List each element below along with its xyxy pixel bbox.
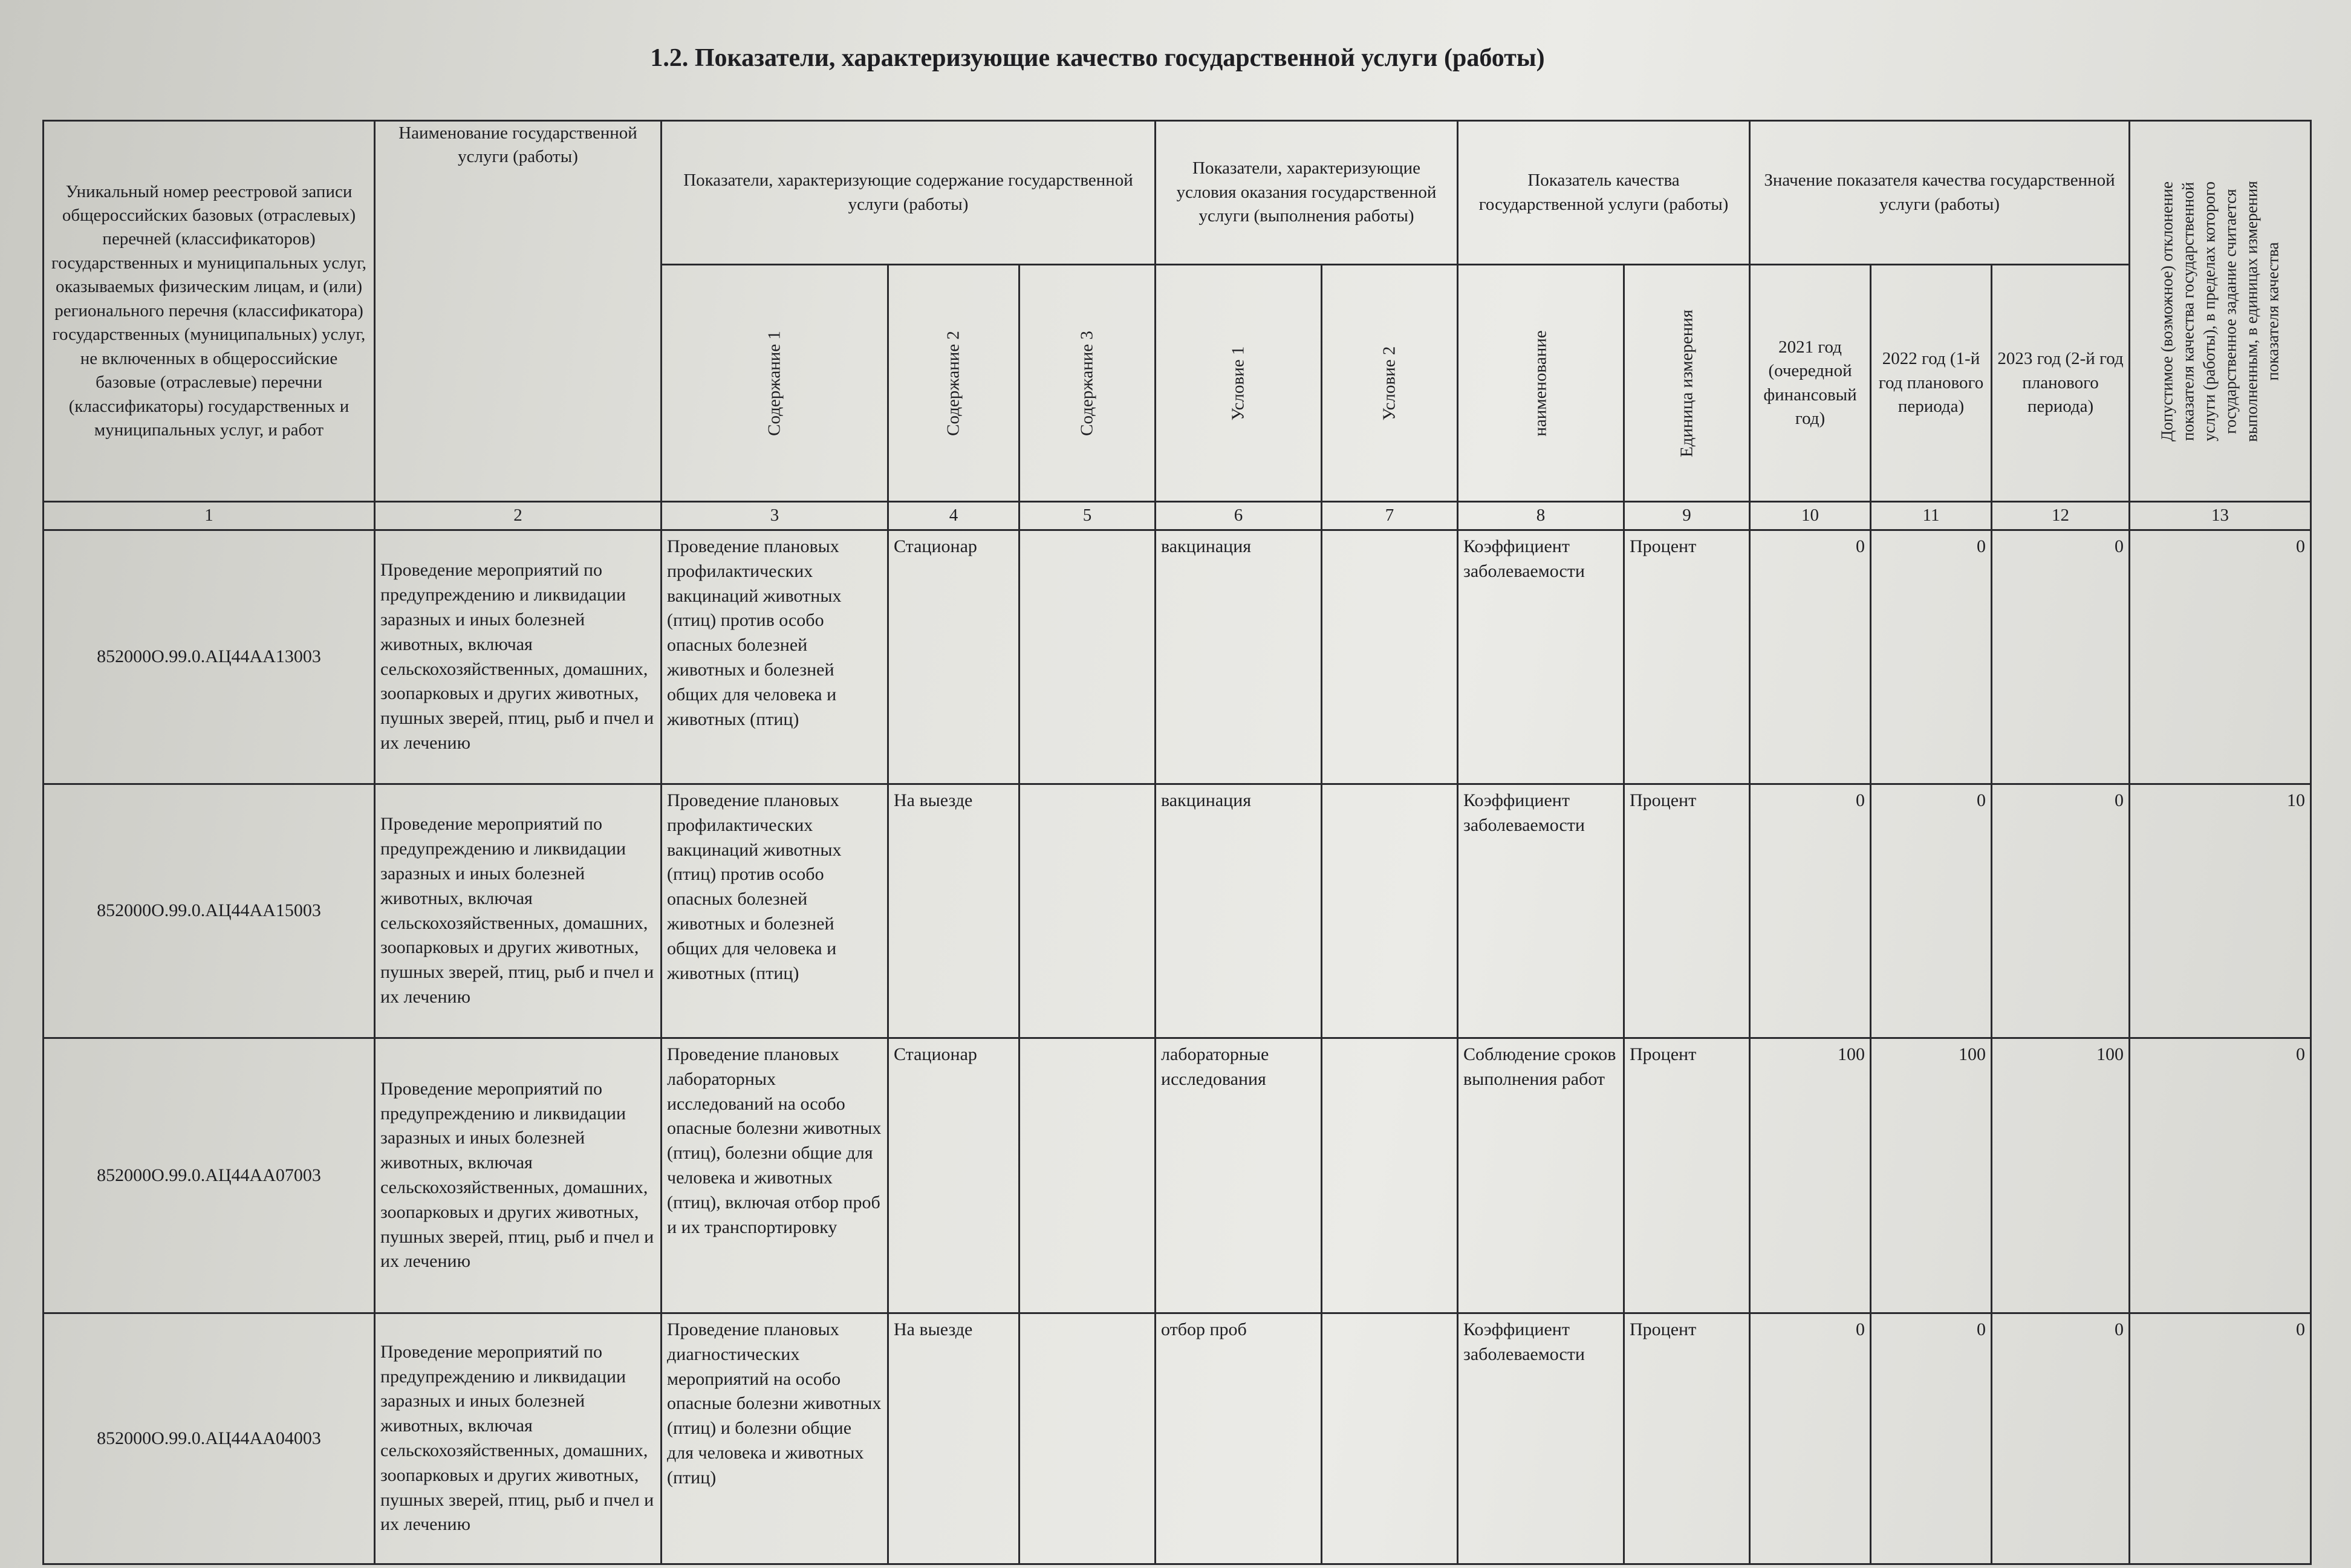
column-number: 12 xyxy=(1992,502,2130,530)
content-2: Стационар xyxy=(888,1038,1019,1313)
header-quality-unit-text: Единица измерения xyxy=(1676,309,1696,457)
column-number: 5 xyxy=(1019,502,1156,530)
header-conditions-group: Показатели, характеризующие условия оказания государственной услуги (выполнения работы) xyxy=(1156,121,1458,265)
deviation-value: 0 xyxy=(2130,1313,2311,1564)
service-name: Проведение мероприятий по предупреждению и ликвидации заразных и иных болезней животных, включая сельскохозяйственных, домашних, зоопарковых и других животных, пушных зверей, птиц, рыб и пчел и их лечению xyxy=(375,1313,662,1564)
service-name: Проведение мероприятий по предупреждению и ликвидации заразных и иных болезней животных, включая сельскохозяйственных, домашних, зоопарковых и других животных, пушных зверей, птиц, рыб и пчел и их лечению xyxy=(375,1038,662,1313)
condition-1: вакцинация xyxy=(1156,530,1322,784)
registry-code: 852000О.99.0.АЦ44АА07003 xyxy=(44,1038,375,1313)
condition-1: лабораторные исследования xyxy=(1156,1038,1322,1313)
column-number: 4 xyxy=(888,502,1019,530)
service-name: Проведение мероприятий по предупреждению и ликвидации заразных и иных болезней животных, включая сельскохозяйственных, домашних, зоопарковых и других животных, пушных зверей, птиц, рыб и пчел и их лечению xyxy=(375,784,662,1038)
value-2023: 0 xyxy=(1992,784,2130,1038)
registry-code: 852000О.99.0.АЦ44АА15003 xyxy=(44,784,375,1038)
header-value-group: Значение показателя качества государственной услуги (работы) xyxy=(1750,121,2130,265)
header-condition-1-text: Условие 1 xyxy=(1228,346,1248,420)
quality-name: Коэффициент заболеваемости xyxy=(1458,1313,1624,1564)
column-number: 1 xyxy=(44,502,375,530)
header-content-1 xyxy=(662,265,888,502)
header-year-2022: 2022 год (1-й год планового периода) xyxy=(1871,265,1992,502)
condition-2 xyxy=(1322,1313,1458,1564)
value-2022: 100 xyxy=(1871,1038,1992,1313)
header-condition-1 xyxy=(1156,265,1322,502)
column-number: 2 xyxy=(375,502,662,530)
content-3 xyxy=(1019,1038,1156,1313)
header-content-3 xyxy=(1019,265,1156,502)
quality-name: Коэффициент заболеваемости xyxy=(1458,784,1624,1038)
page-title: 1.2. Показатели, характеризующие качество государственной услуги (работы) xyxy=(650,44,1545,72)
content-2: На выезде xyxy=(888,1313,1019,1564)
condition-1: отбор проб xyxy=(1156,1313,1322,1564)
header-condition-2-text: Условие 2 xyxy=(1379,346,1399,420)
value-2021: 0 xyxy=(1750,1313,1871,1564)
quality-unit: Процент xyxy=(1624,530,1750,784)
header-deviation-text: Допустимое (возможное) отклонение показателя качества государственной услуги (работы), в пределах которого государственное задание считается выполненным, в единицах измерения показателя качества xyxy=(2158,180,2282,442)
header-content-2 xyxy=(888,265,1019,502)
deviation-value: 10 xyxy=(2130,784,2311,1038)
header-content-group: Показатели, характеризующие содержание государственной услуги (работы) xyxy=(662,121,1156,265)
condition-1: вакцинация xyxy=(1156,784,1322,1038)
column-number: 7 xyxy=(1322,502,1458,530)
quality-name: Коэффициент заболеваемости xyxy=(1458,530,1624,784)
quality-indicators-table xyxy=(42,120,2312,1565)
value-2021: 0 xyxy=(1750,530,1871,784)
header-content-1-text: Содержание 1 xyxy=(764,330,784,436)
column-number: 6 xyxy=(1156,502,1322,530)
quality-unit: Процент xyxy=(1624,1313,1750,1564)
column-number: 10 xyxy=(1750,502,1871,530)
content-2: Стационар xyxy=(888,530,1019,784)
value-2023: 0 xyxy=(1992,1313,2130,1564)
value-2023: 0 xyxy=(1992,530,2130,784)
quality-name: Соблюдение сроков выполнения работ xyxy=(1458,1038,1624,1313)
column-number: 8 xyxy=(1458,502,1624,530)
service-name: Проведение мероприятий по предупреждению и ликвидации заразных и иных болезней животных, включая сельскохозяйственных, домашних, зоопарковых и других животных, пушных зверей, птиц, рыб и пчел и их лечению xyxy=(375,530,662,784)
header-registry-number: Уникальный номер реестровой записи общероссийских базовых (отраслевых) перечней (классификаторов) государственных и муниципальных услуг, оказываемых физическим лицам, и (или) регионального перечня (классификатора) государственных (муниципальных) услуг, не включенных в общероссийские базовые (отраслевые) перечни (классификаторы) государственных и муниципальных услуг, и работ xyxy=(44,121,375,502)
header-content-2-text: Содержание 2 xyxy=(943,330,963,436)
value-2021: 0 xyxy=(1750,784,1871,1038)
header-quality-name-text: наименование xyxy=(1530,330,1550,437)
content-1: Проведение плановых профилактических вакцинаций животных (птиц) против особо опасных болезней животных и болезней общих для человека и животных (птиц) xyxy=(662,530,888,784)
column-number: 11 xyxy=(1871,502,1992,530)
quality-unit: Процент xyxy=(1624,784,1750,1038)
header-quality-group: Показатель качества государственной услуги (работы) xyxy=(1458,121,1750,265)
content-2: На выезде xyxy=(888,784,1019,1038)
content-3 xyxy=(1019,1313,1156,1564)
deviation-value: 0 xyxy=(2130,530,2311,784)
table-row xyxy=(44,1313,2311,1564)
header-service-name: Наименование государственной услуги (работы) xyxy=(375,121,662,502)
content-1: Проведение плановых профилактических вакцинаций животных (птиц) против особо опасных болезней животных и болезней общих для человека и животных (птиц) xyxy=(662,784,888,1038)
value-2023: 100 xyxy=(1992,1038,2130,1313)
header-deviation xyxy=(2130,121,2311,502)
registry-code: 852000О.99.0.АЦ44АА04003 xyxy=(44,1313,375,1564)
column-number: 13 xyxy=(2130,502,2311,530)
header-quality-unit xyxy=(1624,265,1750,502)
header-content-3-text: Содержание 3 xyxy=(1077,330,1097,436)
condition-2 xyxy=(1322,530,1458,784)
column-number: 3 xyxy=(662,502,888,530)
table-row xyxy=(44,784,2311,1038)
content-3 xyxy=(1019,530,1156,784)
table-row xyxy=(44,530,2311,784)
column-number: 9 xyxy=(1624,502,1750,530)
registry-code: 852000О.99.0.АЦ44АА13003 xyxy=(44,530,375,784)
value-2022: 0 xyxy=(1871,784,1992,1038)
content-1: Проведение плановых диагностических мероприятий на особо опасные болезни животных (птиц) и болезни общие для человека и животных (птиц) xyxy=(662,1313,888,1564)
value-2022: 0 xyxy=(1871,1313,1992,1564)
condition-2 xyxy=(1322,1038,1458,1313)
value-2022: 0 xyxy=(1871,530,1992,784)
header-quality-name xyxy=(1458,265,1624,502)
header-year-2021: 2021 год (очередной финансовый год) xyxy=(1750,265,1871,502)
value-2021: 100 xyxy=(1750,1038,1871,1313)
content-3 xyxy=(1019,784,1156,1038)
header-condition-2 xyxy=(1322,265,1458,502)
header-year-2023: 2023 год (2-й год планового периода) xyxy=(1992,265,2130,502)
quality-unit: Процент xyxy=(1624,1038,1750,1313)
condition-2 xyxy=(1322,784,1458,1038)
content-1: Проведение плановых лабораторных исследований на особо опасные болезни животных (птиц), болезни общие для человека и животных (птиц), включая отбор проб и их транспортировку xyxy=(662,1038,888,1313)
table-row xyxy=(44,1038,2311,1313)
column-numbers-row xyxy=(44,502,2311,530)
deviation-value: 0 xyxy=(2130,1038,2311,1313)
